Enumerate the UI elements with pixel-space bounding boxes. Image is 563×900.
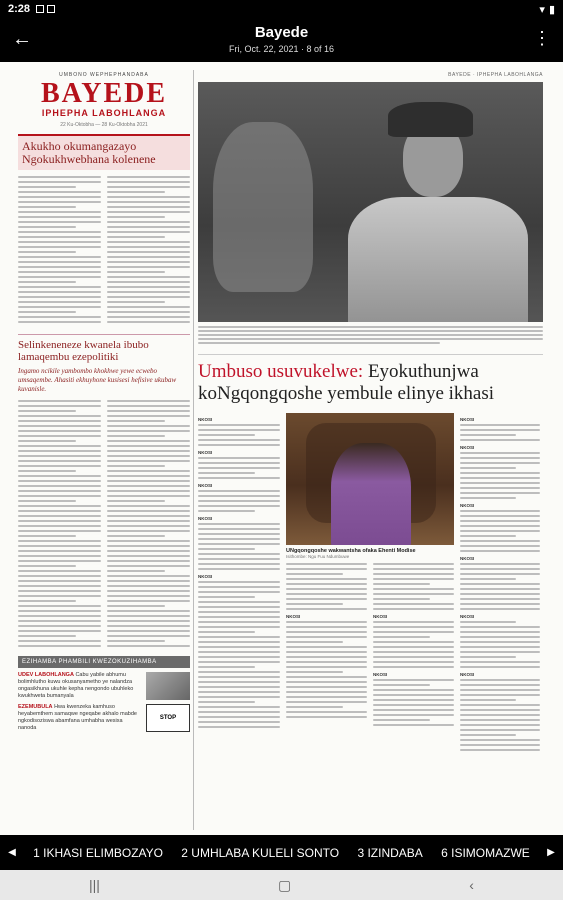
masthead: BAYEDE (40, 78, 168, 109)
promo-item[interactable] (18, 704, 190, 732)
status-bar (0, 0, 563, 18)
hero-photo[interactable] (198, 82, 543, 322)
battery-icon: ▮ (548, 3, 555, 16)
eagle-emblem (213, 122, 313, 292)
app-bar (0, 18, 563, 62)
section-label: BAYEDE · IPHEPHA LABOHLANGA (448, 72, 543, 78)
second-headline[interactable]: Selinkeneneze kwanela ibubo lamaqembu ezepolitiki (18, 334, 190, 363)
home-icon[interactable]: ▢ (277, 876, 292, 893)
triangle-right-icon[interactable]: ▶ (547, 847, 555, 858)
issue-date: Fri, Oct. 22, 2021 · 8 of 16 (228, 44, 335, 54)
recent-apps-icon[interactable]: ||| (89, 877, 100, 893)
article-standfirst: Ingamo ncikile yambombo khokhwe yewe ecwebo umsaqembe. Ahasiti ekhuyhone kusisesi hefisive ukubaw kuvanisle. (18, 367, 177, 393)
promo-image (146, 672, 190, 700)
hero-caption (198, 326, 543, 344)
more-vertical-icon[interactable]: ⋮ (533, 28, 551, 48)
article-photo[interactable] (286, 413, 454, 545)
chevron-left-icon[interactable]: ‹ (469, 877, 474, 893)
left-column (18, 62, 190, 835)
notification-icon (36, 5, 44, 13)
page-title: Bayede (254, 24, 309, 41)
notification-icon (47, 5, 55, 13)
section-nav (0, 835, 563, 870)
tab-isimomazwe[interactable]: 6 ISIMOMAZWE (441, 845, 530, 860)
stop-sign-image: STOP (146, 704, 190, 732)
promo-banner: EZIHAMBA PHAMBILI KWEZOKUZIHAMBA (18, 656, 190, 668)
promo-text: UDEV LABOHLANGA Cabu yabile abhumu bolimhlutho kuwu okusanyametho ye nalandza ongasikhuna ukuhle kepha nengondo ubuhleko kwukhweta bumanyala (18, 672, 134, 699)
tab-umhlaba-kuleli-sonto[interactable]: 2 UMHLABA KULELI SONTO (181, 845, 340, 860)
tab-izindaba[interactable]: 3 IZINDABA (357, 845, 423, 860)
lead-article[interactable] (18, 134, 190, 170)
system-navigation (0, 870, 563, 900)
triangle-left-icon[interactable]: ◀ (8, 847, 16, 858)
tab-ikhasi-elimbozayo[interactable]: 1 IKHASI ELIMBOZAYO (33, 845, 163, 860)
article-body (18, 400, 190, 650)
tagline: UMBONO WEPHEPHANDABA (59, 72, 149, 78)
right-column (198, 62, 543, 835)
promo-text: EZEMUBULA Hwa kwenzeka kamhuso heyabemthem samaqwe ngeqabe akhalo mabde ngkodisoziswa abamfana umhabha wesixa nanoda (18, 704, 137, 731)
figure-body (348, 197, 528, 322)
main-article-body: NKOSI NKOSI NKOSI NKOSI NKOSI UNgqongqoshe wakwantsha ofaka Ehenti Modise Isithombe: Ngu Fuu Ndumbuwe NKOSI NKOSI NKOSI NKOSI NKOSI NKOSI NKOSI NKOSI NKOSI (198, 413, 543, 754)
photo-caption: UNgqongqoshe wakwantsha ofaka Ehenti Modise (286, 547, 416, 554)
photo-credit: Isithombe: Ngu Fuu Ndumbuwe (286, 553, 350, 559)
masthead-date: 22 Ku-Oktobha — 28 Ku-Oktobha 2021 (60, 122, 148, 128)
main-headline[interactable]: Umbuso usuvukelwe: Eyokuthunjwa koNgqongqoshe yembule elinye ikhasi (198, 354, 543, 405)
back-arrow-icon[interactable]: ← (12, 28, 32, 50)
article-body (18, 176, 190, 326)
promo-item[interactable] (18, 672, 190, 700)
newspaper-page[interactable] (0, 62, 563, 835)
military-cap (388, 102, 473, 137)
wifi-icon: ▾ (539, 3, 545, 16)
status-time: 2:28 (8, 3, 31, 15)
masthead-subtitle: IPHEPHA LABOHLANGA (41, 108, 167, 118)
article-headline[interactable]: Akukho okumangazayo Ngokukhwebhana kolenene (22, 139, 156, 166)
column-divider (193, 70, 194, 830)
